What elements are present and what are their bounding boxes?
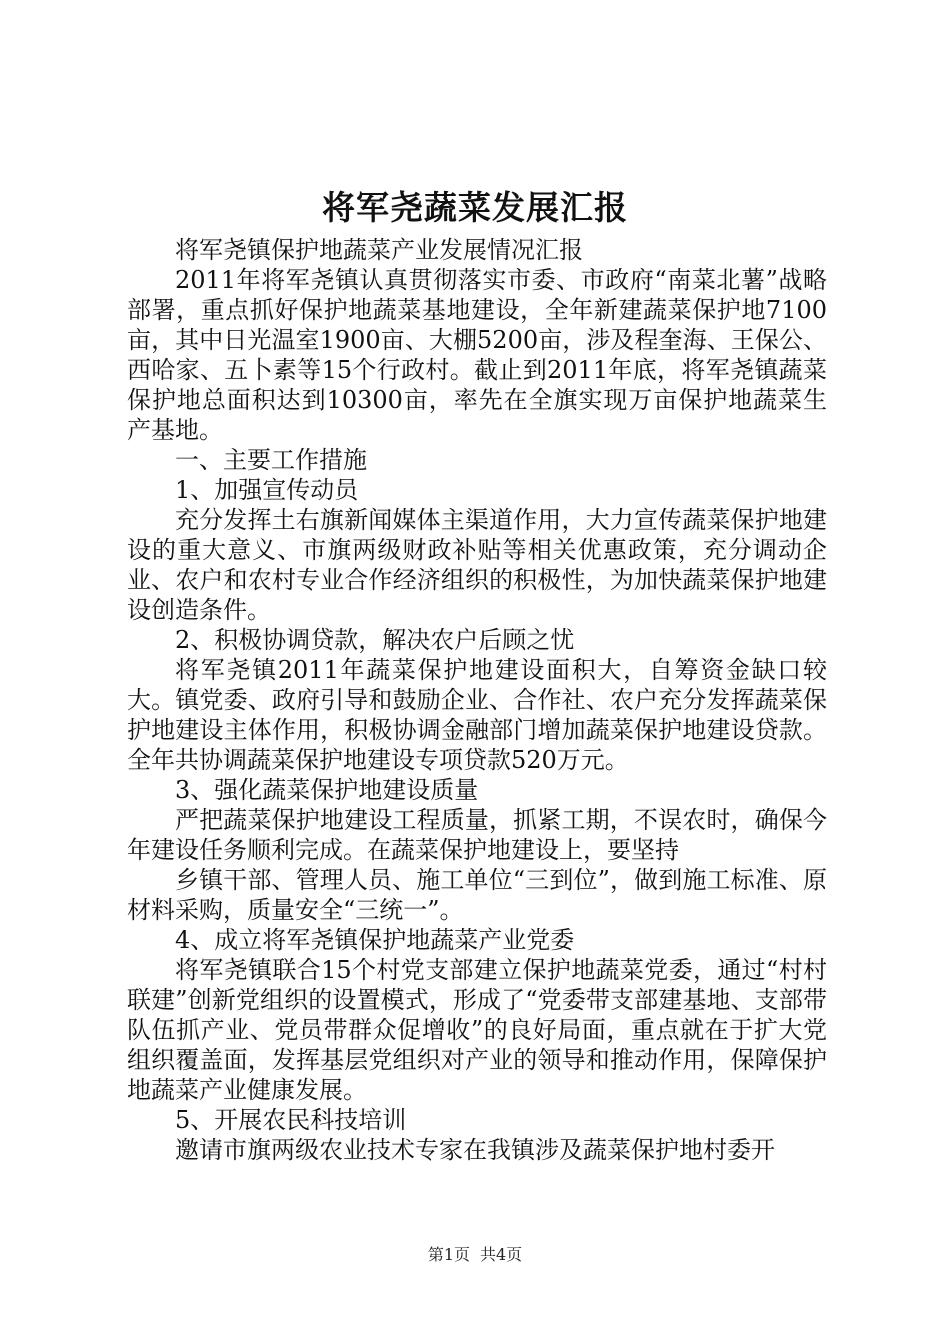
item-paragraph-3a: 严把蔬菜保护地建设工程质量，抓紧工期，不误农时，确保今年建设任务顺利完成。在蔬菜保护地建设上，要坚持: [127, 806, 827, 864]
page-footer: [0, 1244, 950, 1266]
document-body: [127, 235, 827, 1165]
item-heading-5: 5、开展农民科技培训: [175, 1106, 407, 1134]
subtitle-paragraph: 将军尧镇保护地蔬菜产业发展情况汇报: [175, 236, 583, 264]
item-paragraph-1: 充分发挥土右旗新闻媒体主渠道作用，大力宣传蔬菜保护地建设的重大意义、市旗两级财政补贴等相关优惠政策，充分调动企业、农户和农村专业合作经济组织的积极性，为加快蔬菜保护地建设创造条件。: [127, 506, 827, 624]
section-heading-main-measures: 一、主要工作措施: [175, 446, 367, 474]
item-paragraph-5: 邀请市旗两级农业技术专家在我镇涉及蔬菜保护地村委开: [175, 1136, 775, 1164]
page-number-current: 第1页: [427, 1245, 470, 1264]
page-title: 将军尧蔬菜发展汇报: [322, 188, 628, 227]
item-paragraph-2: 将军尧镇2011年蔬菜保护地建设面积大，自筹资金缺口较大。镇党委、政府引导和鼓励企业、合作社、农户充分发挥蔬菜保护地建设主体作用，积极协调金融部门增加蔬菜保护地建设贷款。全年共协调蔬菜保护地建设专项贷款520万元。: [127, 656, 827, 774]
item-heading-2: 2、积极协调贷款，解决农户后顾之忧: [175, 626, 575, 654]
item-paragraph-3b: 乡镇干部、管理人员、施工单位“三到位”，做到施工标准、原材料采购，质量安全“三统一”。: [127, 866, 827, 924]
page-number-total: 共4页: [480, 1245, 523, 1264]
item-paragraph-4: 将军尧镇联合15个村党支部建立保护地蔬菜党委，通过“村村联建”创新党组织的设置模式，形成了“党委带支部建基地、支部带队伍抓产业、党员带群众促增收”的良好局面，重点就在于扩大党组织覆盖面，发挥基层党组织对产业的领导和推动作用，保障保护地蔬菜产业健康发展。: [127, 956, 827, 1104]
item-heading-3: 3、强化蔬菜保护地建设质量: [175, 776, 479, 804]
intro-paragraph: 2011年将军尧镇认真贯彻落实市委、市政府“南菜北薯”战略部署，重点抓好保护地蔬菜基地建设，全年新建蔬菜保护地7100亩，其中日光温室1900亩、大棚5200亩，涉及程奎海、王保公、西哈家、五卜素等15个行政村。截止到2011年底，将军尧镇蔬菜保护地总面积达到10300亩，率先在全旗实现万亩保护地蔬菜生产基地。: [127, 266, 827, 444]
item-heading-4: 4、成立将军尧镇保护地蔬菜产业党委: [175, 926, 575, 954]
item-heading-1: 1、加强宣传动员: [175, 476, 359, 504]
